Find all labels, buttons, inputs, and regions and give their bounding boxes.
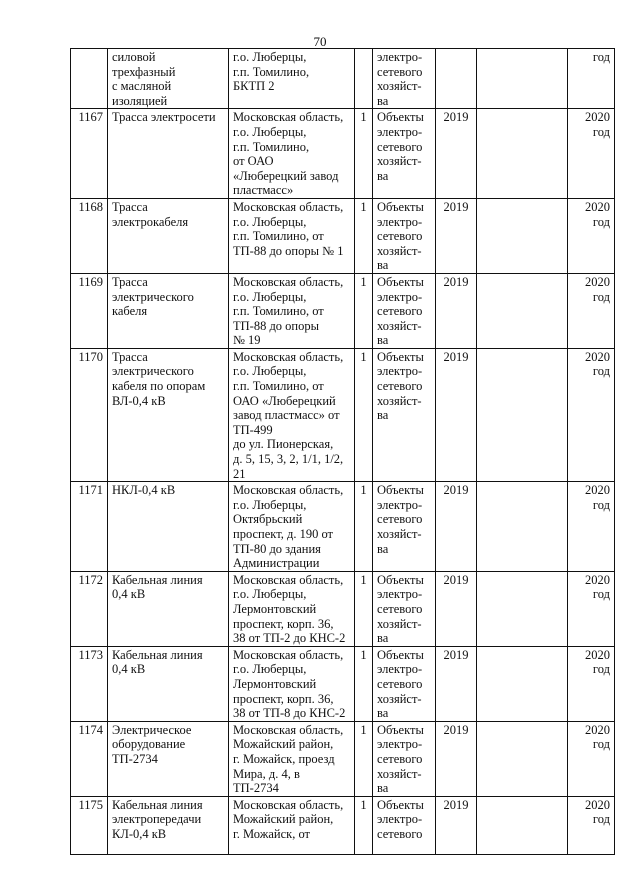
object-location-line: Администрации bbox=[233, 556, 320, 571]
object-name-line: Кабельная линия bbox=[112, 572, 203, 587]
empty-cell-cell bbox=[477, 49, 568, 109]
object-category-line: электро- bbox=[377, 662, 423, 677]
term-line: 2020 bbox=[585, 110, 610, 125]
object-category-line: Объекты bbox=[377, 797, 424, 812]
object-category-line: ва bbox=[377, 258, 389, 273]
table-row bbox=[71, 646, 615, 721]
term-cell bbox=[568, 721, 615, 796]
year-cell bbox=[436, 49, 477, 109]
object-name-line: Кабельная линия bbox=[112, 647, 203, 662]
table-body bbox=[71, 49, 615, 855]
year-cell: 2019 bbox=[436, 198, 477, 273]
object-category-line: ва bbox=[377, 93, 389, 108]
object-name-line: электропередачи bbox=[112, 812, 202, 827]
empty-cell-cell bbox=[477, 482, 568, 572]
object-location-line: Московская область, bbox=[233, 722, 344, 737]
object-name-line: кабеля bbox=[112, 304, 148, 319]
object-category-line: ва bbox=[377, 168, 389, 183]
year-cell: 2019 bbox=[436, 109, 477, 199]
object-location-line: 38 от ТП-2 до КНС-2 bbox=[233, 631, 346, 646]
term-line: год bbox=[592, 662, 610, 677]
object-category-line: ва bbox=[377, 333, 389, 348]
object-name-line: КЛ-0,4 кВ bbox=[112, 826, 167, 841]
quantity-cell: 1 bbox=[355, 348, 373, 481]
empty-cell-cell bbox=[477, 721, 568, 796]
object-category-line: сетевого bbox=[377, 229, 423, 244]
object-category-line: хозяйст- bbox=[377, 527, 422, 541]
object-location-line: «Люберецкий завод bbox=[233, 168, 339, 183]
object-location-line: ТП-499 bbox=[233, 422, 273, 437]
term-cell bbox=[568, 49, 615, 109]
object-location-line: Лермонтовский bbox=[233, 601, 317, 616]
object-location-line: г.п. Томилино, от bbox=[233, 229, 324, 244]
object-category-cell bbox=[373, 273, 436, 348]
object-location-line: Московская область, bbox=[233, 572, 344, 587]
object-location-line: Московская область, bbox=[233, 349, 344, 364]
object-location-line: Лермонтовский bbox=[233, 676, 317, 691]
object-name-cell bbox=[108, 49, 229, 109]
object-location-line: БКТП 2 bbox=[233, 79, 275, 94]
object-name-cell bbox=[108, 721, 229, 796]
empty-cell-cell bbox=[477, 273, 568, 348]
row-number-cell bbox=[71, 49, 108, 109]
term-line: год bbox=[592, 587, 610, 602]
term-line: 2020 bbox=[585, 349, 610, 364]
object-location-line: г.о. Люберцы, bbox=[233, 289, 307, 304]
object-name-line: 0,4 кВ bbox=[112, 587, 146, 602]
object-category-line: хозяйст- bbox=[377, 243, 422, 258]
object-location-line: проспект, д. 190 от bbox=[233, 527, 333, 541]
object-category-line: сетевого bbox=[377, 512, 423, 527]
object-location-line: Мира, д. 4, в bbox=[233, 766, 300, 781]
object-name-line: Электрическое bbox=[112, 722, 192, 737]
object-location-cell bbox=[229, 49, 355, 109]
object-name-line: кабеля по опорам bbox=[112, 379, 206, 394]
term-line: 2020 bbox=[585, 797, 610, 812]
object-category-line: электро- bbox=[377, 289, 423, 304]
object-name-cell bbox=[108, 796, 229, 854]
object-name-line: оборудование bbox=[112, 737, 186, 752]
object-category-line: Объекты bbox=[377, 349, 424, 364]
empty-cell-cell bbox=[477, 796, 568, 854]
table-row bbox=[71, 273, 615, 348]
term-line: год bbox=[592, 737, 610, 752]
year-cell: 2019 bbox=[436, 646, 477, 721]
object-category-line: электро- bbox=[377, 737, 423, 752]
object-category-line: электро- bbox=[377, 124, 423, 139]
empty-cell-cell bbox=[477, 646, 568, 721]
row-number-cell: 1171 bbox=[71, 482, 108, 572]
object-location-line: Московская область, bbox=[233, 110, 344, 125]
object-name-cell bbox=[108, 646, 229, 721]
object-name-line: Кабельная линия bbox=[112, 797, 203, 812]
object-location-line: г.о. Люберцы, bbox=[233, 587, 307, 602]
object-category-line: ва bbox=[377, 631, 389, 646]
object-location-cell bbox=[229, 721, 355, 796]
object-category-cell bbox=[373, 482, 436, 572]
object-name-line: силовой bbox=[112, 50, 156, 64]
object-name-line: 0,4 кВ bbox=[112, 662, 146, 677]
object-location-line: г.п. Томилино, bbox=[233, 139, 310, 154]
object-location-line: от ОАО bbox=[233, 154, 274, 169]
object-category-cell bbox=[373, 721, 436, 796]
object-location-line: до ул. Пионерская, bbox=[233, 437, 334, 452]
object-category-line: Объекты bbox=[377, 722, 424, 737]
row-number-cell: 1169 bbox=[71, 273, 108, 348]
year-cell: 2019 bbox=[436, 571, 477, 646]
table-row bbox=[71, 348, 615, 481]
object-name-line: электрического bbox=[112, 364, 194, 379]
term-line: год bbox=[592, 364, 610, 379]
row-number-cell: 1174 bbox=[71, 721, 108, 796]
term-cell bbox=[568, 796, 615, 854]
term-line: год bbox=[592, 214, 610, 229]
term-cell bbox=[568, 482, 615, 572]
quantity-cell: 1 bbox=[355, 109, 373, 199]
term-line: 2020 bbox=[585, 722, 610, 737]
object-location-line: Московская область, bbox=[233, 797, 344, 812]
object-location-line: Московская область, bbox=[233, 199, 344, 214]
object-location-line: 38 от ТП-8 до КНС-2 bbox=[233, 706, 346, 721]
row-number-cell: 1168 bbox=[71, 198, 108, 273]
object-location-line: д. 5, 15, 3, 2, 1/1, 1/2, bbox=[233, 452, 344, 467]
object-location-line: г.о. Люберцы, bbox=[233, 497, 307, 512]
object-name-cell bbox=[108, 109, 229, 199]
object-location-line: ТП-88 до опоры № 1 bbox=[233, 243, 344, 258]
quantity-cell: 1 bbox=[355, 571, 373, 646]
empty-cell-cell bbox=[477, 198, 568, 273]
row-number-cell: 1170 bbox=[71, 348, 108, 481]
term-cell bbox=[568, 646, 615, 721]
object-category-line: сетевого bbox=[377, 304, 423, 319]
table-row bbox=[71, 198, 615, 273]
empty-cell-cell bbox=[477, 571, 568, 646]
object-location-line: г.о. Люберцы, bbox=[233, 662, 307, 677]
empty-cell-cell bbox=[477, 109, 568, 199]
object-category-line: электро- bbox=[377, 364, 423, 379]
term-line: год bbox=[592, 50, 610, 64]
object-name-cell bbox=[108, 273, 229, 348]
object-location-cell bbox=[229, 198, 355, 273]
term-line: год bbox=[592, 497, 610, 512]
object-location-line: г. Можайск, от bbox=[233, 826, 311, 841]
object-location-line: Октябрьский bbox=[233, 512, 303, 527]
term-line: 2020 bbox=[585, 274, 610, 289]
object-category-line: сетевого bbox=[377, 379, 423, 394]
object-category-line: сетевого bbox=[377, 751, 423, 766]
term-line: 2020 bbox=[585, 199, 610, 214]
object-name-line: изоляцией bbox=[112, 93, 168, 108]
row-number-cell: 1172 bbox=[71, 571, 108, 646]
object-location-line: завод пластмасс» от bbox=[233, 408, 340, 423]
object-category-line: ва bbox=[377, 706, 389, 721]
quantity-cell: 1 bbox=[355, 482, 373, 572]
object-location-line: № 19 bbox=[233, 333, 261, 348]
object-category-cell bbox=[373, 796, 436, 854]
object-category-line: Объекты bbox=[377, 647, 424, 662]
object-location-line: г.о. Люберцы, bbox=[233, 364, 307, 379]
object-category-line: электро- bbox=[377, 50, 423, 64]
object-category-line: хозяйст- bbox=[377, 154, 422, 169]
object-name-cell bbox=[108, 198, 229, 273]
object-location-cell bbox=[229, 646, 355, 721]
term-line: 2020 bbox=[585, 572, 610, 587]
term-cell bbox=[568, 273, 615, 348]
page-number: 70 bbox=[313, 34, 327, 49]
object-category-line: Объекты bbox=[377, 572, 424, 587]
object-location-line: Московская область, bbox=[233, 274, 344, 289]
object-category-line: сетевого bbox=[377, 64, 423, 79]
table-row bbox=[71, 721, 615, 796]
object-name-line: Трасса электросети bbox=[112, 110, 216, 125]
object-category-cell bbox=[373, 646, 436, 721]
object-category-cell bbox=[373, 348, 436, 481]
object-category-line: хозяйст- bbox=[377, 393, 422, 408]
object-name-line: ТП-2734 bbox=[112, 751, 158, 766]
object-name-cell bbox=[108, 348, 229, 481]
object-name-line: Трасса bbox=[112, 199, 148, 214]
row-number-cell: 1175 bbox=[71, 796, 108, 854]
registry-table bbox=[70, 48, 615, 855]
year-cell: 2019 bbox=[436, 348, 477, 481]
table-row bbox=[71, 796, 615, 854]
object-location-line: г. Можайск, проезд bbox=[233, 751, 335, 766]
object-location-line: ТП-80 до здания bbox=[233, 541, 321, 556]
object-location-line: Можайский район, bbox=[233, 737, 334, 752]
empty-cell-cell bbox=[477, 348, 568, 481]
object-name-line: электрического bbox=[112, 289, 194, 304]
object-name-line: ВЛ-0,4 кВ bbox=[112, 393, 166, 408]
object-location-cell bbox=[229, 482, 355, 572]
object-category-line: хозяйст- bbox=[377, 79, 422, 94]
object-category-cell bbox=[373, 198, 436, 273]
row-number-cell: 1167 bbox=[71, 109, 108, 199]
object-category-line: ва bbox=[377, 781, 389, 796]
term-cell bbox=[568, 348, 615, 481]
object-category-line: хозяйст- bbox=[377, 691, 422, 706]
year-cell: 2019 bbox=[436, 482, 477, 572]
object-category-line: Объекты bbox=[377, 110, 424, 125]
object-location-line: проспект, корп. 36, bbox=[233, 616, 334, 631]
object-category-line: ва bbox=[377, 408, 389, 423]
object-category-cell bbox=[373, 109, 436, 199]
quantity-cell: 1 bbox=[355, 796, 373, 854]
object-location-line: г.п. Томилино, от bbox=[233, 304, 324, 319]
object-location-line: Московская область, bbox=[233, 647, 344, 662]
object-location-line: ТП-2734 bbox=[233, 781, 279, 796]
object-category-line: сетевого bbox=[377, 676, 423, 691]
object-location-cell bbox=[229, 348, 355, 481]
quantity-cell: 1 bbox=[355, 721, 373, 796]
object-name-line: электрокабеля bbox=[112, 214, 189, 229]
object-location-line: г.о. Люберцы, bbox=[233, 124, 307, 139]
object-category-line: сетевого bbox=[377, 826, 423, 841]
object-category-line: электро- bbox=[377, 812, 423, 827]
row-number-cell: 1173 bbox=[71, 646, 108, 721]
table-row bbox=[71, 571, 615, 646]
object-category-line: сетевого bbox=[377, 139, 423, 154]
object-location-line: г.о. Люберцы, bbox=[233, 214, 307, 229]
quantity-cell: 1 bbox=[355, 198, 373, 273]
term-line: год bbox=[592, 124, 610, 139]
object-location-line: ТП-88 до опоры bbox=[233, 318, 320, 333]
term-line: 2020 bbox=[585, 647, 610, 662]
object-location-line: ОАО «Люберецкий bbox=[233, 393, 336, 408]
object-category-line: хозяйст- bbox=[377, 766, 422, 781]
year-cell: 2019 bbox=[436, 721, 477, 796]
object-name-cell bbox=[108, 571, 229, 646]
object-location-cell bbox=[229, 273, 355, 348]
object-category-line: Объекты bbox=[377, 483, 424, 498]
object-name-line: трехфазный bbox=[112, 64, 176, 79]
quantity-cell: 1 bbox=[355, 646, 373, 721]
term-line: год bbox=[592, 289, 610, 304]
term-line: 2020 bbox=[585, 483, 610, 498]
quantity-cell bbox=[355, 49, 373, 109]
object-location-line: г.о. Люберцы, bbox=[233, 50, 307, 64]
table-row bbox=[71, 482, 615, 572]
table-row bbox=[71, 109, 615, 199]
object-location-line: Московская область, bbox=[233, 483, 344, 498]
object-location-line: пластмасс» bbox=[233, 183, 294, 198]
table-row bbox=[71, 49, 615, 109]
object-category-line: ва bbox=[377, 541, 389, 556]
object-category-line: электро- bbox=[377, 497, 423, 512]
object-location-cell bbox=[229, 109, 355, 199]
object-category-line: Объекты bbox=[377, 199, 424, 214]
object-location-line: г.п. Томилино, от bbox=[233, 379, 324, 394]
object-category-line: сетевого bbox=[377, 601, 423, 616]
object-category-cell bbox=[373, 571, 436, 646]
object-location-line: проспект, корп. 36, bbox=[233, 691, 334, 706]
year-cell: 2019 bbox=[436, 273, 477, 348]
object-category-line: Объекты bbox=[377, 274, 424, 289]
object-name-line: с масляной bbox=[112, 79, 172, 94]
object-location-line: г.п. Томилино, bbox=[233, 64, 310, 79]
term-cell bbox=[568, 109, 615, 199]
object-name-line: Трасса bbox=[112, 349, 148, 364]
object-category-cell bbox=[373, 49, 436, 109]
object-name-line: Трасса bbox=[112, 274, 148, 289]
year-cell: 2019 bbox=[436, 796, 477, 854]
object-location-cell bbox=[229, 796, 355, 854]
object-name-line: НКЛ-0,4 кВ bbox=[112, 483, 176, 498]
term-cell bbox=[568, 571, 615, 646]
object-name-cell bbox=[108, 482, 229, 572]
object-category-line: электро- bbox=[377, 587, 423, 602]
term-line: год bbox=[592, 812, 610, 827]
object-location-line: 21 bbox=[233, 466, 246, 481]
object-category-line: хозяйст- bbox=[377, 318, 422, 333]
object-category-line: электро- bbox=[377, 214, 423, 229]
object-location-cell bbox=[229, 571, 355, 646]
quantity-cell: 1 bbox=[355, 273, 373, 348]
term-cell bbox=[568, 198, 615, 273]
object-category-line: хозяйст- bbox=[377, 616, 422, 631]
object-location-line: Можайский район, bbox=[233, 812, 334, 827]
